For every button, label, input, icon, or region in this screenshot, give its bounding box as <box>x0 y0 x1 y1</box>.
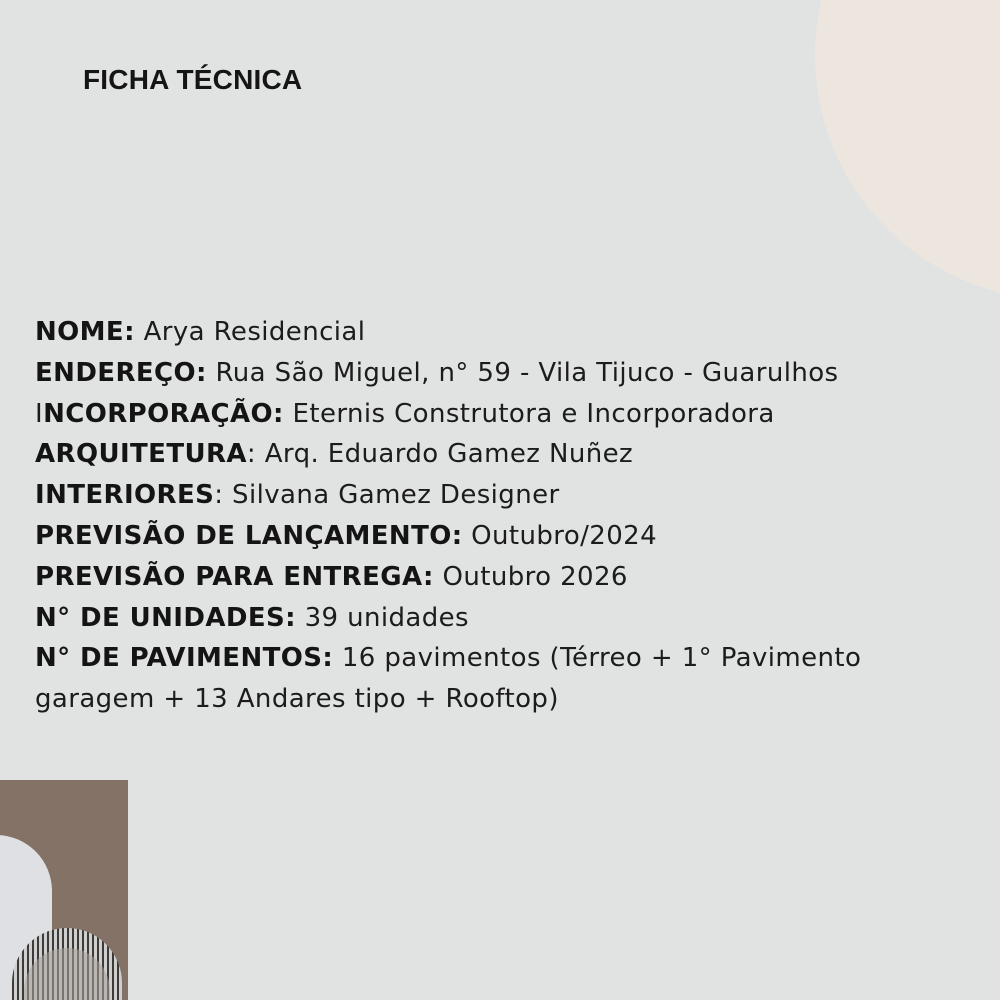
spec-value: Rua São Miguel, n° 59 - Vila Tijuco - Guarulhos <box>206 357 839 388</box>
spec-label: PREVISÃO DE LANÇAMENTO: <box>35 520 463 551</box>
spec-row-incorporacao <box>35 394 985 435</box>
spec-value: Outubro 2026 <box>433 561 628 592</box>
spec-value: : Arq. Eduardo Gamez Nuñez <box>246 439 634 470</box>
spec-row-endereco <box>35 353 985 394</box>
spec-row-pavimentos <box>35 638 985 720</box>
spec-label: PREVISÃO PARA ENTREGA: <box>35 561 434 592</box>
page-title: FICHA TÉCNICA <box>83 64 303 95</box>
spec-label: ARQUITETURA <box>35 439 247 470</box>
spec-row-entrega <box>35 557 985 598</box>
spec-label: N° DE PAVIMENTOS: <box>35 643 334 674</box>
decorative-circle <box>815 0 1000 300</box>
spec-list <box>35 312 985 720</box>
spec-label: NOME: <box>35 317 135 347</box>
building-photo <box>0 780 128 1000</box>
spec-label: N° DE UNIDADES: <box>35 602 296 633</box>
spec-row-lancamento <box>35 516 985 557</box>
spec-label: ENDEREÇO: <box>35 357 207 388</box>
spec-label-initial: I <box>35 398 44 429</box>
spec-value: : Silvana Gamez Designer <box>214 480 560 511</box>
spec-label: NCORPORAÇÃO: <box>43 398 284 429</box>
spec-label: INTERIORES <box>35 480 215 511</box>
spec-row-nome <box>35 312 985 353</box>
spec-value: Outubro/2024 <box>462 520 658 551</box>
spec-row-unidades <box>35 598 985 639</box>
spec-value: 16 pavimentos (Térreo + 1° Pavimento garagem + 13 Andares tipo + Rooftop) <box>35 643 862 715</box>
spec-value: 39 unidades <box>295 602 469 633</box>
spec-row-arquitetura <box>35 434 985 475</box>
spec-value: Eternis Construtora e Incorporadora <box>283 398 775 429</box>
spec-row-interiores <box>35 475 985 516</box>
spec-value: Arya Residencial <box>134 317 366 347</box>
